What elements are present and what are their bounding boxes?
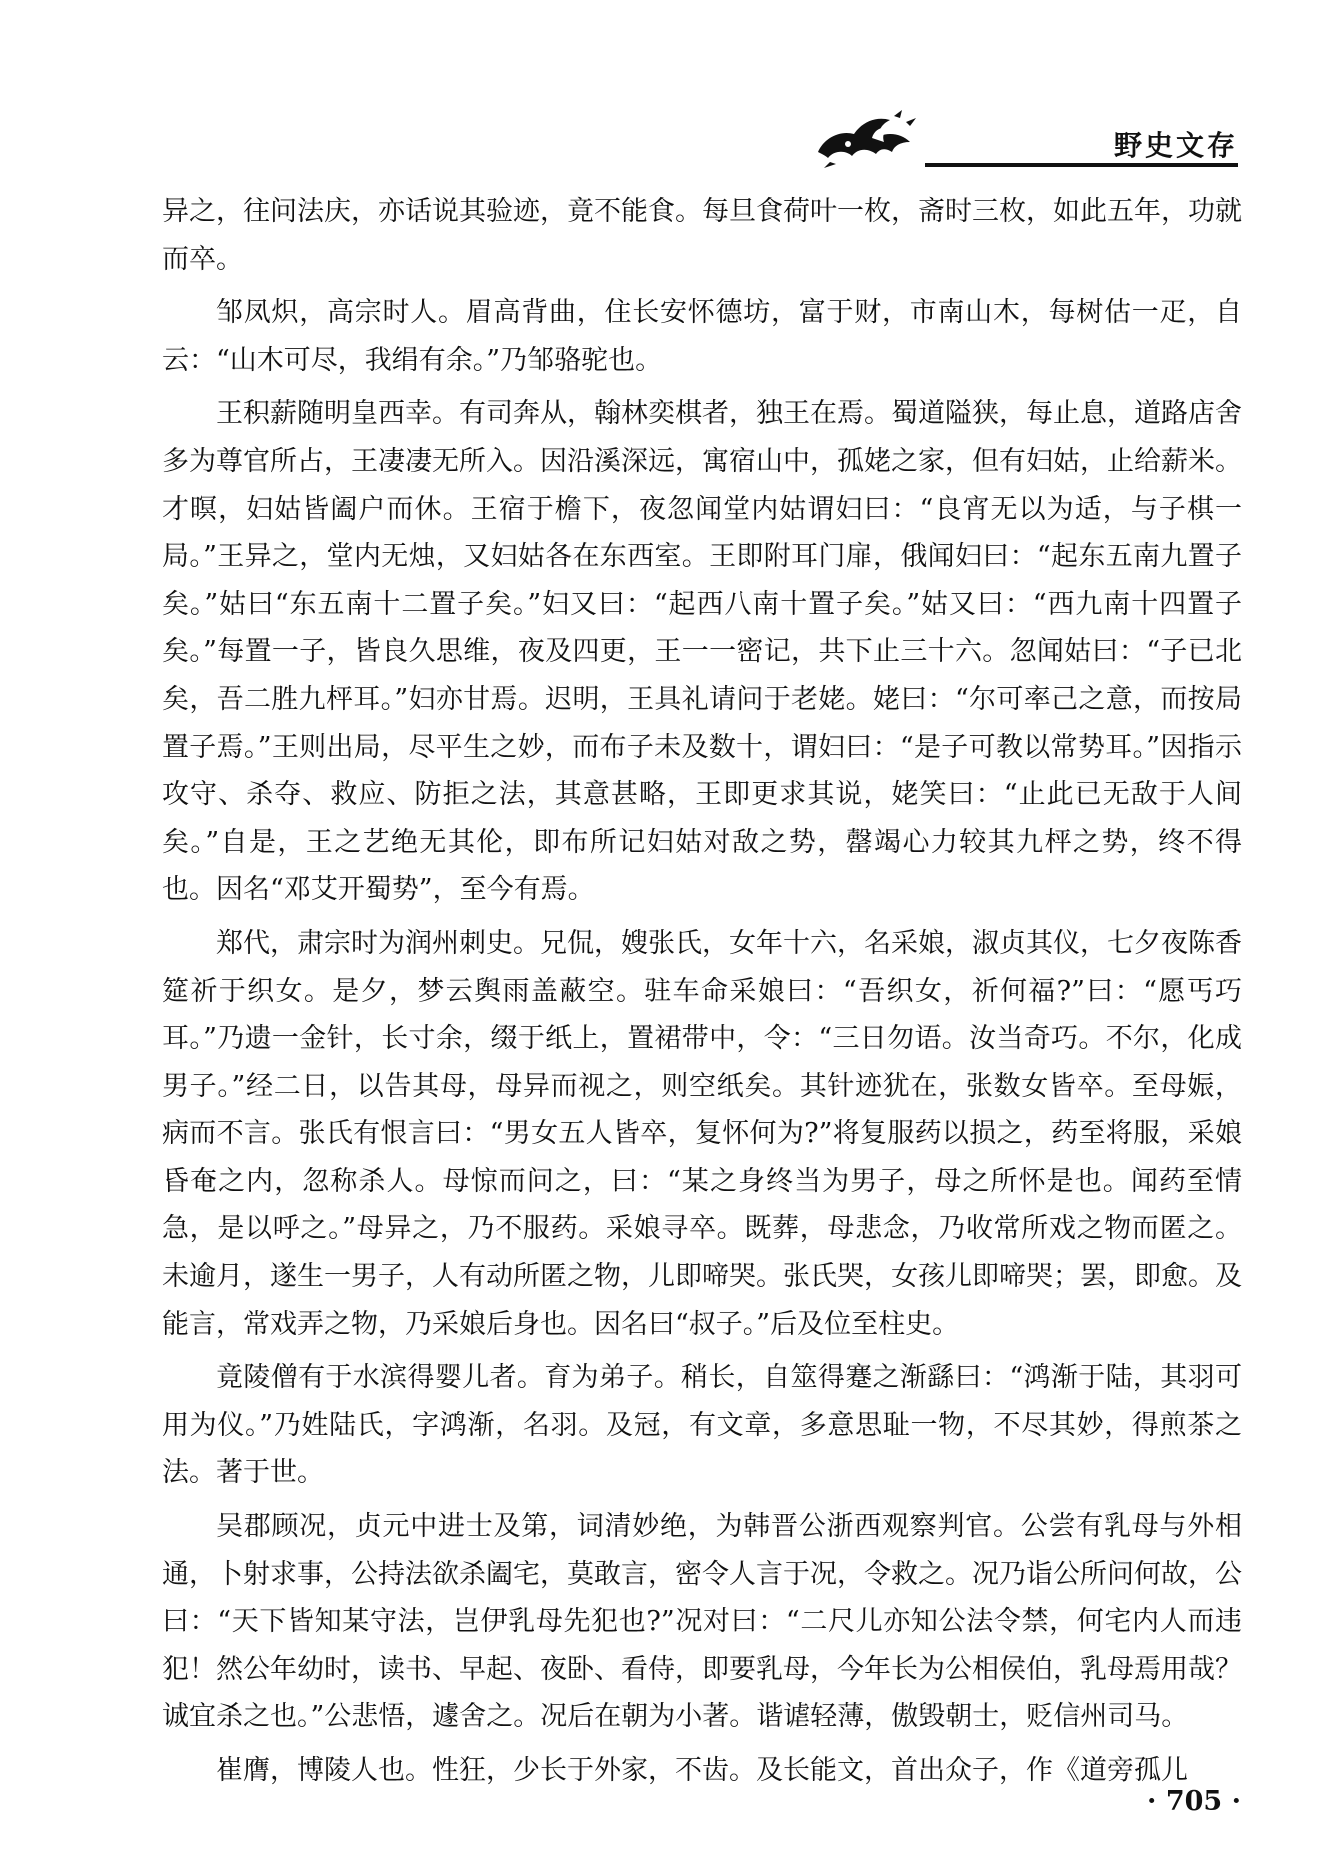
paragraph: 竟陵僧有于水滨得婴儿者。育为弟子。稍长，自筮得蹇之渐繇曰：“鸿渐于陆，其羽可用为仪。”乃姓陆氏，字鸿渐，名羽。及冠，有文章，多意思耻一物，不尽其妙，得煎茶之法。著于世。: [162, 1362, 1242, 1489]
running-header: [790, 100, 1238, 170]
paragraph: 吴郡顾况，贞元中进士及第，词清妙绝，为韩晋公浙西观察判官。公尝有乳母与外相通，卜射求事，公持法欲杀阖宅，莫敢言，密令人言于况，令救之。况乃诣公所问何故，公曰：“天下皆知某守法，岂伊乳母先犯也?”况对曰：“二尺儿亦知公法令禁，何宅内人而违犯！然公年幼时，读书、早起、夜卧、看侍，即要乳母，今年长为公相侯伯，乳母焉用哉？诚宜杀之也。”公悲悟，遽舍之。况后在朝为小著。谐谑轻薄，傲毁朝士，贬信州司马。: [162, 1511, 1242, 1733]
paragraph: 异之，往问法庆，亦话说其验迹，竟不能食。每旦食荷叶一枚，斋时三枚，如此五年，功就而卒。: [162, 196, 1242, 275]
paragraph: 崔膺，博陵人也。性狂，少长于外家，不齿。及长能文，首出众子，作《道旁孤儿: [216, 1755, 1188, 1786]
paragraph: 王积薪随明皇西幸。有司奔从，翰林奕棋者，独王在焉。蜀道隘狭，每止息，道路店舍多为尊官所占，王凄凄无所入。因沿溪深远，寓宿山中，孤姥之家，但有妇姑，止给薪米。才暝，妇姑皆阖户而休。王宿于檐下，夜忽闻堂内姑谓妇曰：“良宵无以为适，与子棋一局。”王异之，堂内无烛，又妇姑各在东西室。王即附耳门扉，俄闻妇曰：“起东五南九置子矣。”姑曰“东五南十二置子矣。”妇又曰：“起西八南十置子矣。”姑又曰：“西九南十四置子矣。”每置一子，皆良久思维，夜及四更，王一一密记，共下止三十六。忽闻姑曰：“子已北矣，吾二胜九枰耳。”妇亦甘焉。迟明，王具礼请问于老姥。姥曰：“尔可率己之意，而按局置子焉。”王则出局，尽平生之妙，而布子未及数十，谓妇曰：“是子可教以常势耳。”因指示攻守、杀夺、救应、防拒之法，其意甚略，王即更求其说，姥笑曰：“止此已无敌于人间矣。”自是，王之艺绝无其伦，即布所记妇姑对敌之势，罄竭心力较其九枰之势，终不得也。因名“邓艾开蜀势”，至今有焉。: [162, 398, 1242, 906]
dragon-emblem-icon: [810, 108, 922, 170]
paragraph: 郑代，肃宗时为润州刺史。兄侃，嫂张氏，女年十六，名采娘，淑贞其仪，七夕夜陈香筵祈于织女。是夕，梦云舆雨盖蔽空。驻车命采娘曰：“吾织女，祈何福?”曰：“愿丐巧耳。”乃遗一金针，长寸余，缀于纸上，置裙带中，令：“三日勿语。汝当奇巧。不尔，化成男子。”经二日，以告其母，母异而视之，则空纸矣。其针迹犹在，张数女皆卒。至母娠，病而不言。张氏有恨言曰：“男女五人皆卒，复怀何为?”将复服药以损之，药至将服，采娘昏奄之内，忽称杀人。母惊而问之，曰：“某之身终当为男子，母之所怀是也。闻药至情急，是以呼之。”母异之，乃不服药。采娘寻卒。既葬，母悲念，乃收常所戏之物而匿之。未逾月，遂生一男子，人有动所匿之物，儿即啼哭。张氏哭，女孩儿即啼哭；罢，即愈。及能言，常戏弄之物，乃采娘后身也。因名曰“叔子。”后及位至柱史。: [162, 927, 1242, 1340]
header-title: 野史文存: [1113, 129, 1238, 162]
header-rule: [925, 163, 1238, 167]
paragraph: 邹凤炽，高宗时人。眉高背曲，住长安怀德坊，富于财，市南山木，每树估一疋，自云：“山木可尽，我绢有余。”乃邹骆驼也。: [162, 297, 1242, 376]
body-text: [162, 188, 1242, 1801]
page-number: · 705 ·: [1147, 1786, 1241, 1817]
